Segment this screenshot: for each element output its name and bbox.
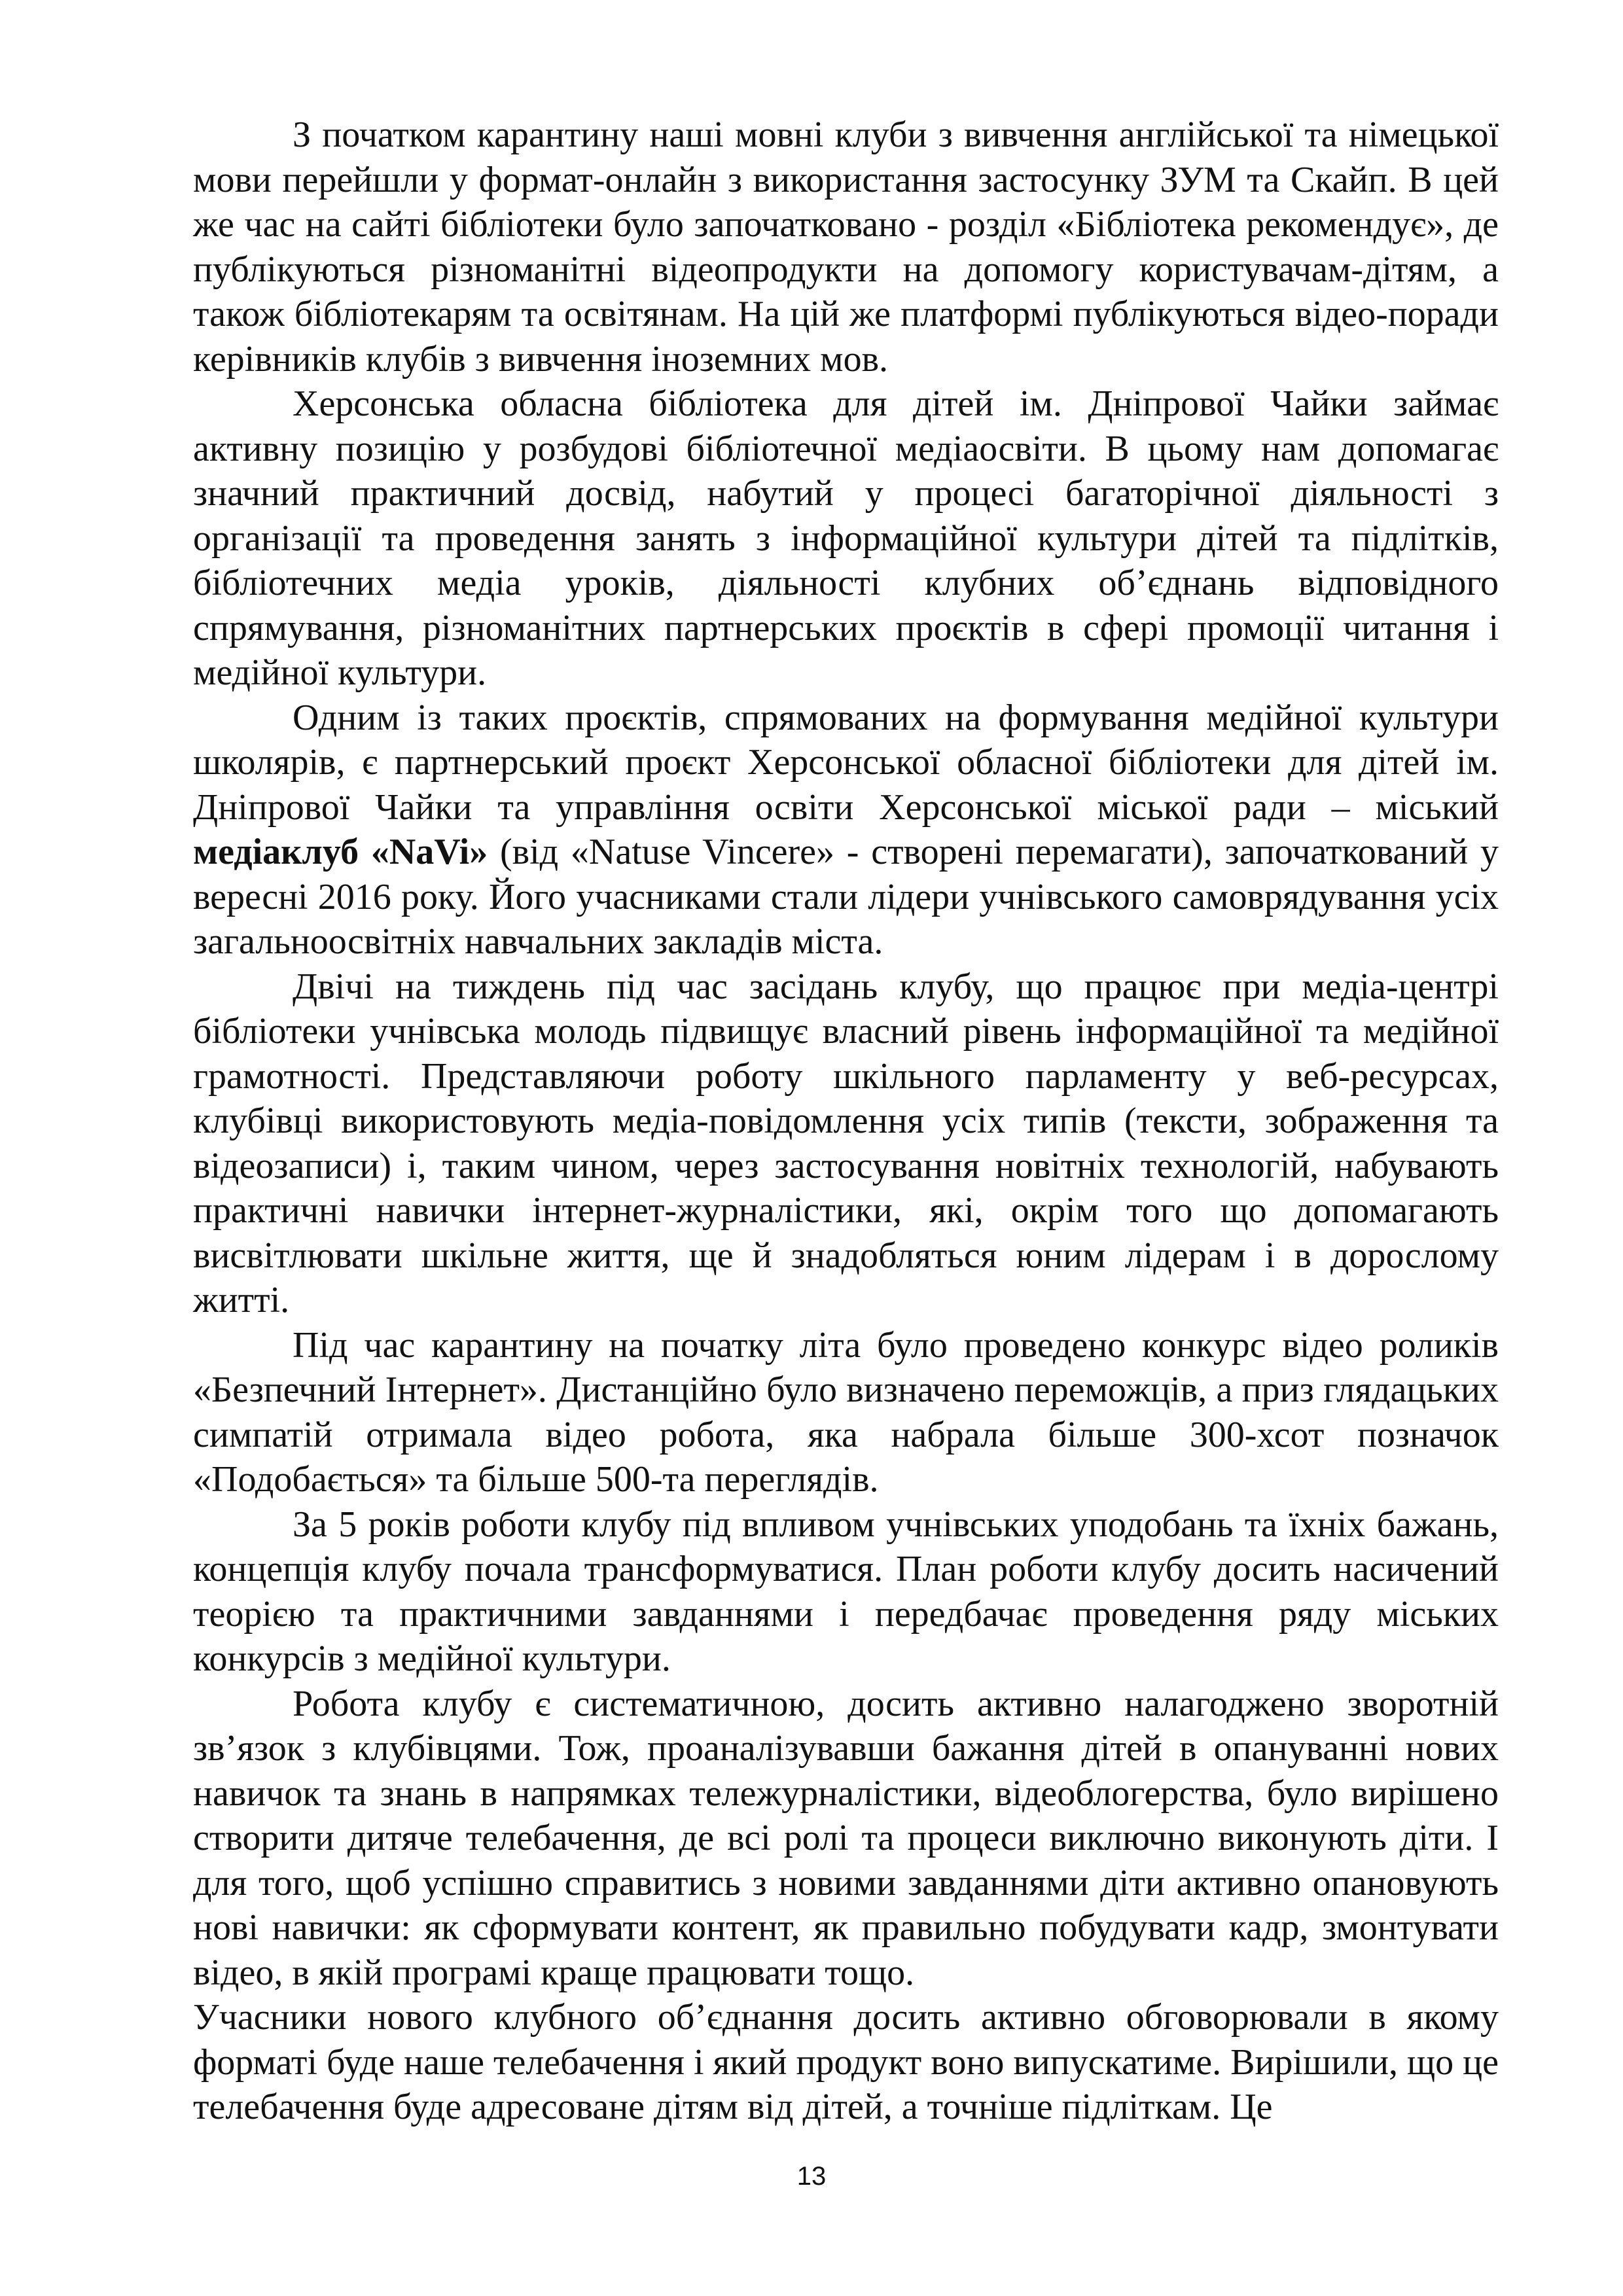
paragraph-tv-format: Учасники нового клубного об’єднання досить активно обговорювали в якому форматі буде наше телебачення і який продукт воно випускатиме. Вирішили, що це телебачення буде адресоване дітям від дітей, а точніше підліткам. Це: [193, 1997, 1499, 2127]
paragraph-club-meetings: Двічі на тиждень під час засідань клубу, що працює при медіа-центрі бібліотеки учнівська молодь підвищує власний рівень інформаційної та медійної грамотності. Представляючи роботу шкільного парламенту у веб-ресурсах, клубівці використовують медіа-повідомлення усіх типів (тексти, зображення та відеозаписи) і, таким чином, через застосування новітніх технологій, набувають практичні навички інтернет-журналістики, які, окрім того що допомагають висвітлювати шкільне життя, ще й знадобляться юним лідерам і в дорослому житті.: [193, 966, 1499, 1320]
navi-text-after: (від «Natuse Vincere» - створені перемагати), започаткований у вересні 2016 року. Його учасниками стали лідери учнівського самоврядування усіх загальноосвітніх навчальних закладів міста.: [193, 832, 1499, 962]
paragraph-children-tv: Робота клубу є систематичною, досить активно налагоджено зворотній зв’язок з клубівцями. Тож, проаналізувавши бажання дітей в опануванні нових навичок та знань в напрямках тележурналістики, відеоблогерства, було вирішено створити дитяче телебачення, де всі ролі та процеси виключно виконують діти. І для того, щоб успішно справитись з новими завданнями діти активно опановують нові навички: як сформувати контент, як правильно побудувати кадр, змонтувати відео, в якій програмі краще працювати тощо.: [193, 1683, 1499, 1993]
navi-text-before: Одним із таких проєктів, спрямованих на формування медійної культури школярів, є партнерський проєкт Херсонської обласної бібліотеки для дітей ім. Дніпрової Чайки та управління освіти Херсонської міської ради – міський: [193, 697, 1499, 828]
paragraph-video-contest: Під час карантину на початку літа було проведено конкурс відео роликів «Безпечний Інтернет». Дистанційно було визначено переможців, а приз глядацьких симпатій отримала відео робота, яка набрала більше 300-хсот позначок «Подобається» та більше 500-та переглядів.: [193, 1324, 1499, 1500]
paragraph-online-clubs: З початком карантину наші мовні клуби з вивчення англійської та німецької мови перейшли у формат-онлайн з використання застосунку ЗУМ та Скайп. В цей же час на сайті бібліотеки було започатковано - розділ «Бібліотека рекомендує», де публікуються різноманітні відеопродукти на допомогу користувачам-дітям, а також бібліотекарям та освітянам. На цій же платформі публікуються відео-поради керівників клубів з вивчення іноземних мов.: [193, 115, 1499, 380]
paragraph-navi-project: [193, 696, 1499, 964]
navi-club-name: медіаклуб «NaVi»: [193, 832, 488, 872]
paragraph-club-transformation: За 5 років роботи клубу під впливом учнівських уподобань та їхніх бажань, концепція клубу почала трансформуватися. План роботи клубу досить насичений теорією та практичними завданнями і передбачає проведення ряду міських конкурсів з медійної культури.: [193, 1504, 1499, 1679]
paragraph-library-position: Херсонська обласна бібліотека для дітей ім. Дніпрової Чайки займає активну позицію у розбудові бібліотечної медіаосвіти. В цьому нам допомагає значний практичний досвід, набутий у процесі багаторічної діяльності з організації та проведення занять з інформаційної культури дітей та підлітків, бібліотечних медіа уроків, діяльності клубних об’єднань відповідного спрямування, різноманітних партнерських проєктів в сфері промоції читання і медійної культури.: [193, 383, 1499, 693]
page-number: 13: [796, 2162, 827, 2191]
body-text: [193, 113, 1499, 2130]
